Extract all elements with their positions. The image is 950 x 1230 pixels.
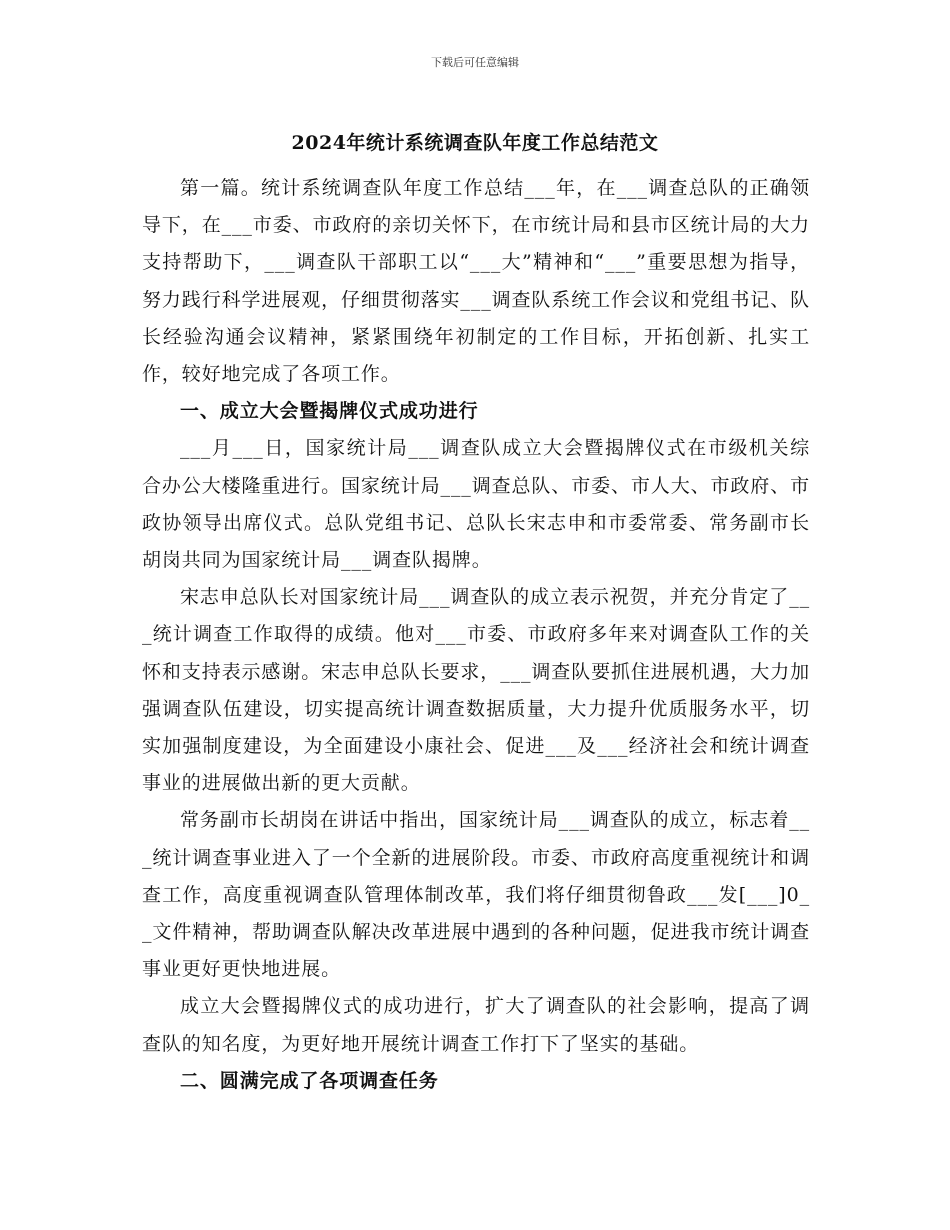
section-1-paragraph: 常务副市长胡岗在讲话中指出，国家统计局___调查队的成立，标志着___统计调查事业进入了一个全新的进展阶段。市委、市政府高度重视统计和调查工作，高度重视调查队管理体制改革，我们将仔细贯彻鲁政___发[___]0__文件精神，帮助调查队解决改革进展中遇到的各种问题，促进我市统计调查事业更好更快地进展。	[142, 809, 810, 981]
section-2-heading: 二、圆满完成了各项调查任务	[180, 1069, 439, 1092]
intro-paragraph: 第一篇。统计系统调查队年度工作总结___年，在___调查总队的正确领导下，在___市委、市政府的亲切关怀下，在市统计局和县市区统计局的大力支持帮助下，___调查队干部职工以“___大”精神和“___”重要思想为指导，努力践行科学进展观，仔细贯彻落实___调查队系统工作会议和党组书记、队长经验沟通会议精神，紧紧围绕年初制定的工作目标，开拓创新、扎实工作，较好地完成了各项工作。	[142, 177, 811, 386]
section-1-paragraph: 成立大会暨揭牌仪式的成功进行，扩大了调查队的社会影响，提高了调查队的知名度，为更好地开展统计调查工作打下了坚实的基础。	[142, 995, 810, 1055]
document-title: 2024年统计系统调查队年度工作总结范文	[291, 132, 659, 154]
section-1-heading: 一、成立大会暨揭牌仪式成功进行	[180, 400, 479, 423]
section-1-paragraph: 宋志申总队长对国家统计局___调查队的成立表示祝贺，并充分肯定了___统计调查工作取得的成绩。他对___市委、市政府多年来对调查队工作的关怀和支持表示感谢。宋志申总队长要求，___调查队要抓住进展机遇，大力加强调查队伍建设，切实提高统计调查数据质量，大力提升优质服务水平，切实加强制度建设，为全面建设小康社会、促进___及___经济社会和统计调查事业的进展做出新的更大贡献。	[142, 586, 811, 795]
section-1-paragraph: ___月___日，国家统计局___调查队成立大会暨揭牌仪式在市级机关综合办公大楼隆重进行。国家统计局___调查总队、市委、市人大、市政府、市政协领导出席仪式。总队党组书记、总队长宋志申和市委常委、常务副市长胡岗共同为国家统计局___调查队揭牌。	[142, 437, 811, 572]
document-body	[142, 170, 810, 1100]
page-header-note: 下载后可任意编辑	[431, 56, 519, 69]
